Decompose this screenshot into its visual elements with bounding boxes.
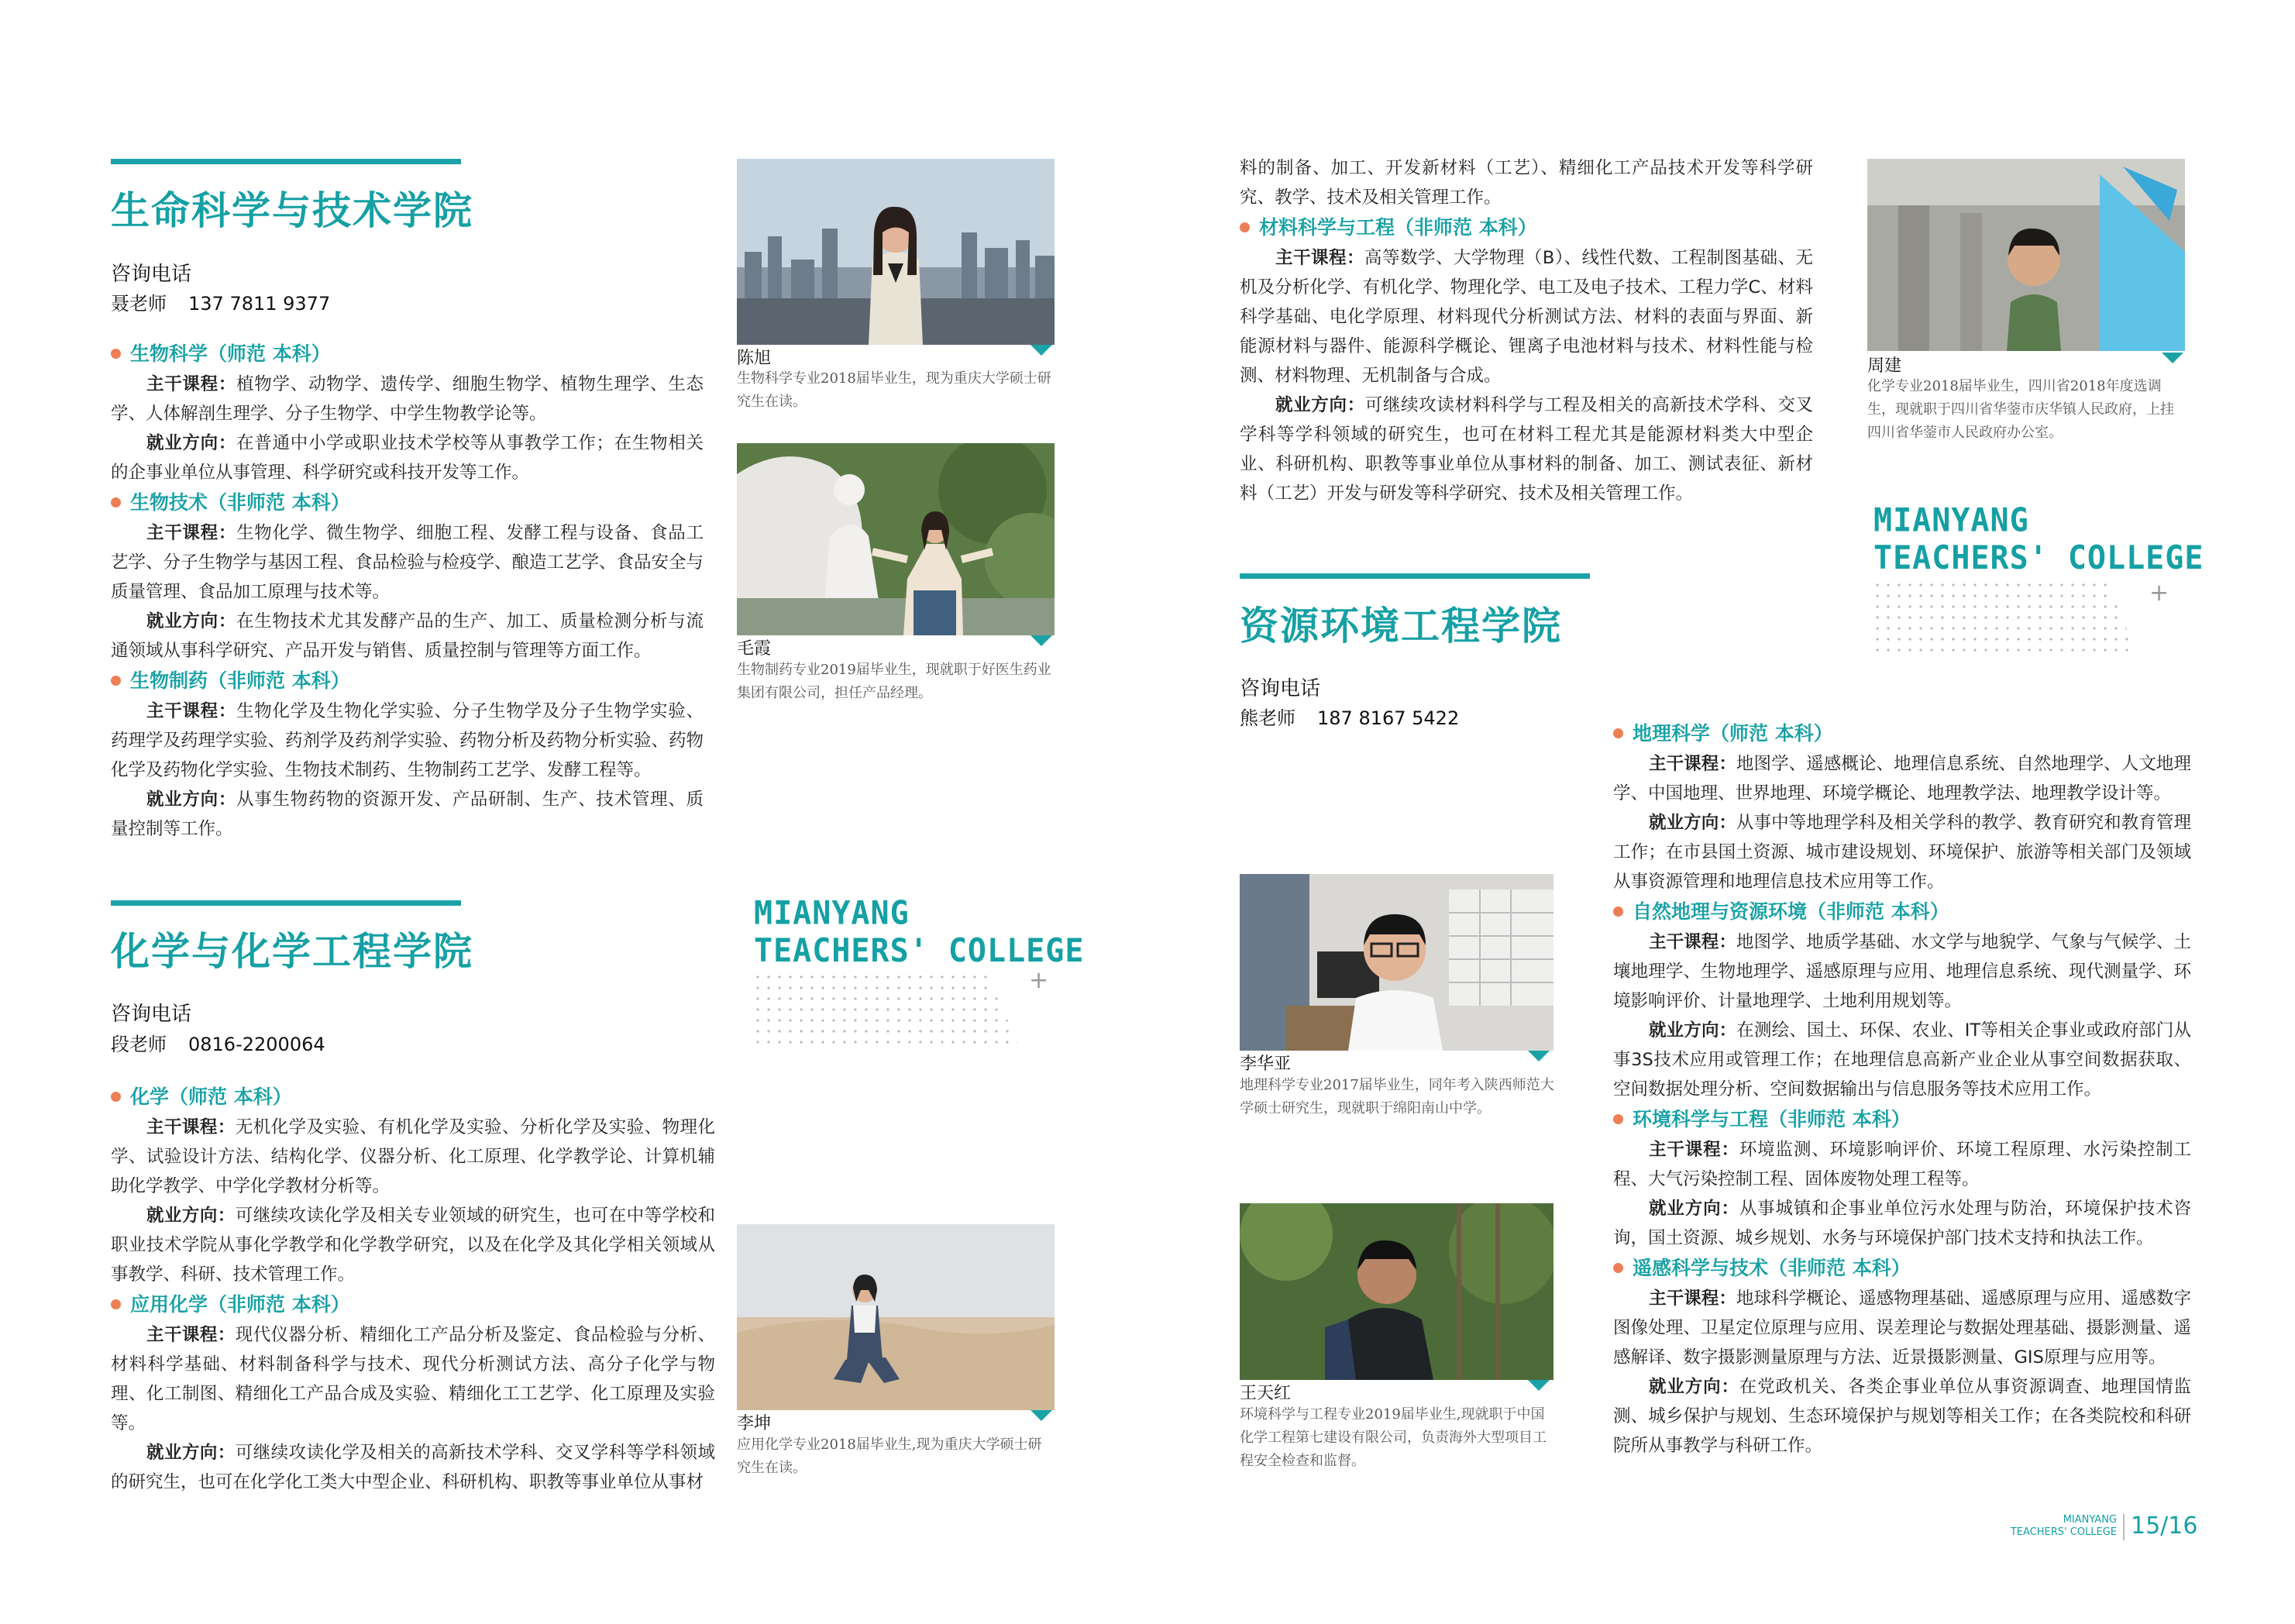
major-courses: 主干课程：生物化学及生物化学实验、分子生物学及分子生物学实验、药理学及药理学实验、药剂学及药剂学实验、药物分析及药物分析实验、药物化学及药物化学实验、生物技术制药、生物制药工艺学、发酵工程等。 <box>111 701 704 780</box>
photo-maoxia <box>737 443 1055 635</box>
bullet-dot <box>1613 1114 1623 1124</box>
contact-label-chem: 咨询电话 <box>111 1003 192 1026</box>
major-courses: 主干课程：生物化学、微生物学、细胞工程、发酵工程与设备、食品工艺学、分子生物学与基因工程、食品检验与检疫学、酿造工艺学、食品安全与质量管理、食品加工原理与技术等。 <box>111 523 704 602</box>
bullet-dot <box>111 676 121 686</box>
teal-triangle-mark <box>1031 345 1052 356</box>
major-courses: 主干课程：环境监测、环境影响评价、环境工程原理、水污染控制工程、大气污染控制工程、固体废物处理工程等。 <box>1613 1140 2191 1189</box>
major-career: 就业方向：从事中等地理学科及相关学科的教学、教育研究和教育管理工作；在市县国土资源、城市建设规划、环境保护、旅游等相关部门及领域从事资源管理和地理信息技术应用等工作。 <box>1613 813 2191 892</box>
page-number: 15/16 <box>2131 1512 2198 1540</box>
teal-triangle-mark <box>2162 353 2183 363</box>
teal-triangle-mark <box>1528 1380 1550 1391</box>
contact-phone: 137 7811 9377 <box>188 293 331 315</box>
bullet-dot <box>111 1092 121 1102</box>
major-career: 就业方向：可继续攻读材料科学与工程及相关的高新技术学科、交叉学科等学科领域的研究生，也可在材料工程尤其是能源材料类大中型企业、科研机构、职教等事业单位从事材料的制备、加工、测试表征、新材料（工艺）开发与研发等科学研究、技术及相关管理工作。 <box>1240 395 1813 504</box>
section-title-chem: 化学与化学工程学院 <box>111 929 473 974</box>
profile-name: 李坤 <box>737 1414 772 1433</box>
major-courses: 主干课程：无机化学及实验、有机化学及实验、分析化学及实验、物理化学、试验设计方法、结构化学、仪器分析、化工原理、化学教学论、计算机辅助化学教学、中学化学教材分析等。 <box>111 1117 715 1196</box>
profile-caption: 生物科学专业2018届毕业生，现为重庆大学硕士研究生在读。 <box>737 370 1051 410</box>
major-heading: 生物制药（非师范 本科） <box>111 666 704 697</box>
contact-env <box>1240 703 1459 730</box>
major-courses: 主干课程：地图学、遥感概论、地理信息系统、自然地理学、人文地理学、中国地理、世界地理、环境学概论、地理教学法、地理教学设计等。 <box>1613 754 2191 803</box>
major-heading: 遥感科学与技术（非师范 本科） <box>1613 1253 2191 1284</box>
photo-likun <box>737 1224 1055 1410</box>
contact-life <box>111 288 330 315</box>
teal-triangle-mark <box>1528 1051 1550 1061</box>
major-courses: 主干课程：现代仪器分析、精细化工产品分析及鉴定、食品检验与分析、材料科学基础、材料制备科学与技术、现代分析测试方法、高分子化学与物理、化工制图、精细化工产品合成及实验、精细化工工艺学、化工原理及实验等。 <box>111 1325 715 1433</box>
majors-env <box>1613 718 2191 1461</box>
bullet-dot <box>1613 1263 1623 1273</box>
profile-caption: 生物制药专业2019届毕业生，现就职于好医生药业集团有限公司，担任产品经理。 <box>737 662 1051 701</box>
major-career: 就业方向：可继续攻读化学及相关的高新技术学科、交叉学科等学科领域的研究生，也可在化学化工类大中型企业、科研机构、职教等事业单位从事材 <box>111 1443 715 1492</box>
profile-caption: 地理科学专业2017届毕业生，同年考入陕西师范大学硕士研究生，现就职于绵阳南山中学。 <box>1240 1077 1554 1116</box>
photo-wangtianhong <box>1240 1203 1554 1380</box>
photo-chenxu <box>737 159 1055 345</box>
plus-mark: + <box>1029 967 1049 994</box>
section-bar-env <box>1240 573 1590 579</box>
profile-name: 周建 <box>1867 356 1902 376</box>
bullet-dot <box>1613 907 1623 917</box>
majors-chem <box>111 1082 715 1497</box>
major-courses: 主干课程：地图学、地质学基础、水文学与地貌学、气象与气候学、土壤地理学、生物地理学、遥感原理与应用、地理信息系统、现代测量学、环境影响评价、计量地理学、土地利用规划等。 <box>1613 932 2191 1011</box>
contact-name: 段老师 <box>111 1034 167 1055</box>
profile-caption: 应用化学专业2018届毕业生,现为重庆大学硕士研究生在读。 <box>737 1436 1042 1476</box>
major-career: 就业方向：在测绘、国土、环保、农业、IT等相关企事业或政府部门从事3S技术应用或管理工作；在地理信息高新产业企业从事空间数据获取、空间数据处理分析、空间数据输出与信息服务等技术应用工作。 <box>1613 1020 2191 1099</box>
major-heading: 环境科学与工程（非师范 本科） <box>1613 1104 2191 1135</box>
photo-lihuaya <box>1240 874 1554 1051</box>
college-logo: MIANYANG TEACHERS' COLLEGE <box>754 894 1085 970</box>
footer-brand: MIANYANG TEACHERS' COLLEGE <box>2010 1514 2117 1538</box>
major-courses: 主干课程：植物学、动物学、遗传学、细胞生物学、植物生理学、生态学、人体解剖生理学、分子生物学、中学生物教学论等。 <box>111 374 704 424</box>
teal-triangle-mark <box>1031 1410 1052 1421</box>
major-heading: 化学（师范 本科） <box>111 1082 715 1113</box>
bullet-dot <box>111 497 121 508</box>
major-heading: 材料科学与工程（非师范 本科） <box>1240 212 1813 243</box>
major-career: 就业方向：可继续攻读化学及相关专业领域的研究生，也可在中等学校和职业技术学院从事化学教学和化学教学研究，以及在化学及其化学相关领域从事教学、科研、技术管理工作。 <box>111 1206 715 1285</box>
bullet-dot <box>111 349 121 359</box>
plus-mark: + <box>2149 580 2169 607</box>
profile-caption: 化学专业2018届毕业生，四川省2018年度选调生，现就职于四川省华蓥市庆华镇人民政府，上挂四川省华蓥市人民政府办公室。 <box>1867 378 2174 441</box>
college-logo: MIANYANG TEACHERS' COLLEGE <box>1874 501 2204 577</box>
profile-name: 李华亚 <box>1240 1055 1292 1074</box>
major-career: 就业方向：在党政机关、各类企事业单位从事资源调查、地理国情监测、城乡保护与规划、生态环境保护与规划等相关工作；在各类院校和科研院所从事教学与科研工作。 <box>1613 1377 2191 1456</box>
dot-pattern <box>755 975 1019 1046</box>
chem-continued-text: 料的制备、加工、开发新材料（工艺）、精细化工产品技术开发等科学研究、教学、技术及相关管理工作。 <box>1240 158 1813 208</box>
major-heading: 地理科学（师范 本科） <box>1613 718 2191 749</box>
footer-divider <box>2123 1514 2125 1540</box>
contact-label-env: 咨询电话 <box>1240 677 1321 700</box>
contact-label-life: 咨询电话 <box>111 263 192 286</box>
contact-name: 熊老师 <box>1240 707 1295 729</box>
section-title-life: 生命科学与技术学院 <box>111 188 473 233</box>
bullet-dot <box>111 1299 121 1309</box>
materials-section <box>1240 153 1813 508</box>
contact-phone: 0816-2200064 <box>188 1034 325 1055</box>
contact-phone: 187 8167 5422 <box>1317 707 1460 729</box>
photo-zhoujian <box>1867 159 2185 351</box>
section-bar-chem <box>111 900 461 906</box>
bullet-dot <box>1240 222 1250 232</box>
profile-name: 王天红 <box>1240 1384 1292 1403</box>
profile-caption: 环境科学与工程专业2019届毕业生,现就职于中国化学工程第七建设有限公司，负责海外大型项目工程安全检查和监督。 <box>1240 1406 1547 1469</box>
teal-triangle-mark <box>1031 635 1052 646</box>
profile-name: 陈旭 <box>737 349 772 368</box>
section-bar-life <box>111 159 461 164</box>
major-career: 就业方向：从事生物药物的资源开发、产品研制、生产、技术管理、质量控制等工作。 <box>111 790 704 839</box>
major-career: 就业方向：在生物技术尤其发酵产品的生产、加工、质量检测分析与流通领域从事科学研究、产品开发与销售、质量控制与管理等方面工作。 <box>111 611 704 661</box>
major-courses: 主干课程：地球科学概论、遥感物理基础、遥感原理与应用、遥感数字图像处理、卫星定位原理与应用、误差理论与数据处理基础、摄影测量、遥感解译、数字摄影测量原理与方法、近景摄影测量、GIS原理与应用等。 <box>1613 1289 2191 1368</box>
major-career: 就业方向：在普通中小学或职业技术学校等从事教学工作；在生物相关的企事业单位从事管理、科学研究或科技开发等工作。 <box>111 433 704 483</box>
major-heading: 生物技术（非师范 本科） <box>111 487 704 518</box>
profile-name: 毛霞 <box>737 639 772 659</box>
major-heading: 生物科学（师范 本科） <box>111 339 704 370</box>
section-title-env: 资源环境工程学院 <box>1240 604 1562 649</box>
major-courses: 主干课程：高等数学、大学物理（B）、线性代数、工程制图基础、无机及分析化学、有机化学、物理化学、电工及电子技术、工程力学C、材料科学基础、电化学原理、材料现代分析测试方法、材料的表面与界面、新能源材料与器件、能源科学概论、锂离子电池材料与技术、材料性能与检测、材料物理、无机制备与合成。 <box>1240 248 1813 386</box>
bullet-dot <box>1613 728 1623 738</box>
dot-pattern <box>1875 583 2138 657</box>
contact-chem <box>111 1029 325 1056</box>
major-career: 就业方向：从事城镇和企事业单位污水处理与防治，环境保护技术咨询，国土资源、城乡规划、水务与环境保护部门技术支持和执法工作。 <box>1613 1199 2191 1248</box>
majors-life <box>111 339 704 844</box>
major-heading: 自然地理与资源环境（非师范 本科） <box>1613 896 2191 927</box>
contact-name: 聂老师 <box>111 293 167 315</box>
major-heading: 应用化学（非师范 本科） <box>111 1289 715 1320</box>
